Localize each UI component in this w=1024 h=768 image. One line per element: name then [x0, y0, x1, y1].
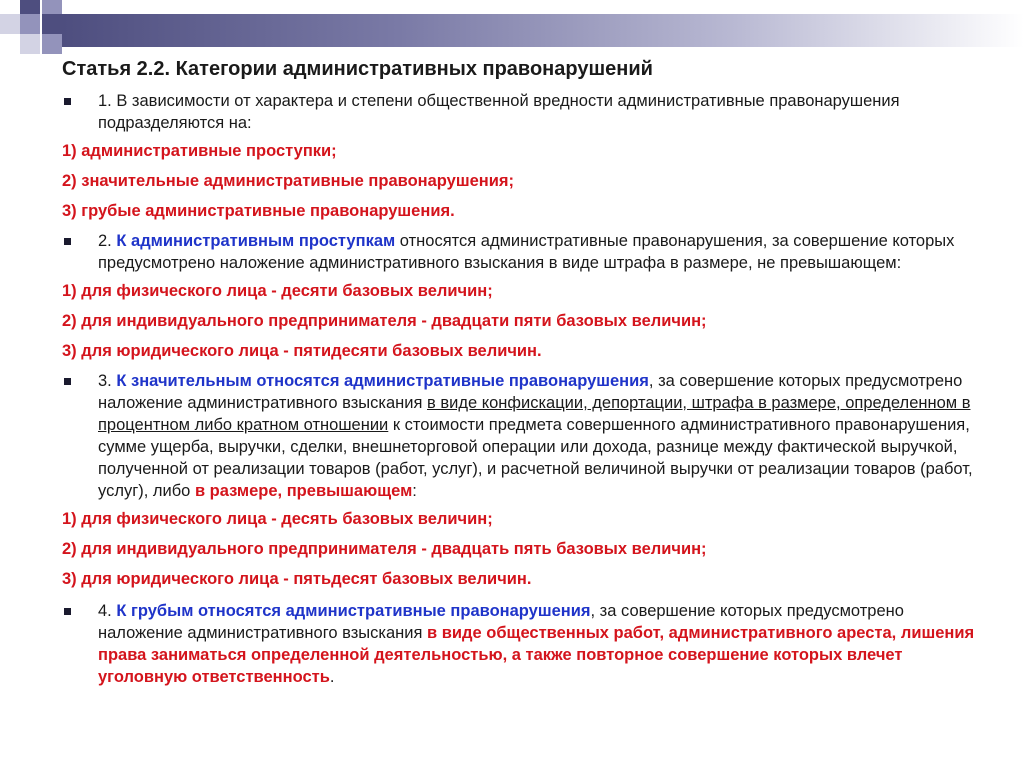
paragraph-text: :	[412, 482, 417, 500]
red-emphasis: в виде общественных работ, административного ареста, лишения права заниматься определенной деятельностью, а также повторное совершение которых влечет уголовную ответственность	[98, 624, 975, 686]
square-bullet-icon	[64, 98, 71, 105]
highlight-term: К грубым относятся административные правонарушения	[116, 602, 591, 620]
list-item: 3) для юридического лица - пятидесяти базовых величин.	[62, 342, 542, 360]
decor-square	[20, 34, 40, 54]
decor-square	[42, 14, 62, 34]
paragraph-text: относятся административные правонарушения, за совершение которых предусмотрено наложение административного взыскания в виде штрафа в размере, не превышающем:	[98, 232, 955, 272]
decor-square	[0, 14, 20, 34]
slide-content	[62, 58, 992, 694]
paragraph-1-text: 1. В зависимости от характера и степени общественной вредности административные правонарушения подразделяются на:	[98, 92, 900, 132]
list-item: 1) административные проступки;	[62, 142, 337, 160]
paragraph-3	[62, 370, 992, 502]
list-item: 2) значительные административные правонарушения;	[62, 172, 514, 190]
list-item: 2) для индивидуального предпринимателя - двадцать пять базовых величин;	[62, 540, 707, 558]
paragraph-4	[62, 600, 992, 688]
header-gradient-bar	[62, 14, 1024, 47]
paragraph-1	[62, 90, 992, 134]
decor-square	[20, 14, 40, 34]
square-bullet-icon	[64, 378, 71, 385]
paragraph-number: 2.	[98, 232, 117, 250]
paragraph-text: , за совершение которых предусмотрено наложение административного взыскания	[98, 372, 963, 412]
square-bullet-icon	[64, 608, 71, 615]
paragraph-text: .	[329, 668, 335, 686]
list-item: 2) для индивидуального предпринимателя - двадцати пяти базовых величин;	[62, 312, 707, 330]
page-title: Статья 2.2. Категории административных правонарушений	[62, 58, 653, 80]
square-bullet-icon	[64, 238, 71, 245]
decor-square	[20, 0, 40, 14]
paragraph-text: , за совершение которых предусмотрено наложение административного взыскания	[98, 602, 904, 642]
list-item: 1) для физического лица - десять базовых величин;	[62, 510, 493, 528]
highlight-term: К административным проступкам	[116, 232, 396, 250]
highlight-term: К значительным относятся административные правонарушения	[116, 372, 649, 390]
decor-square	[42, 0, 62, 14]
underlined-text: в виде конфискации, депортации, штрафа в размере, определенном в процентном либо кратном отношении	[98, 394, 971, 434]
list-item: 3) грубые административные правонарушения.	[62, 202, 455, 220]
list-item: 3) для юридического лица - пятьдесят базовых величин.	[62, 570, 532, 588]
paragraph-number: 3.	[98, 372, 117, 390]
red-emphasis: в размере, превышающем	[194, 482, 413, 500]
decor-square	[42, 34, 62, 54]
paragraph-text: к стоимости предмета совершенного административного правонарушения, сумме ущерба, выручки, сделки, внешнеторговой операции или дохода, разнице между фактической выручкой, полученной от реализации товаров (работ, услуг), и расчетной величиной выручки от реализации товаров (работ, услуг), либо	[98, 416, 973, 500]
list-item: 1) для физического лица - десяти базовых величин;	[62, 282, 493, 300]
paragraph-2	[62, 230, 992, 274]
paragraph-number: 4.	[98, 602, 117, 620]
